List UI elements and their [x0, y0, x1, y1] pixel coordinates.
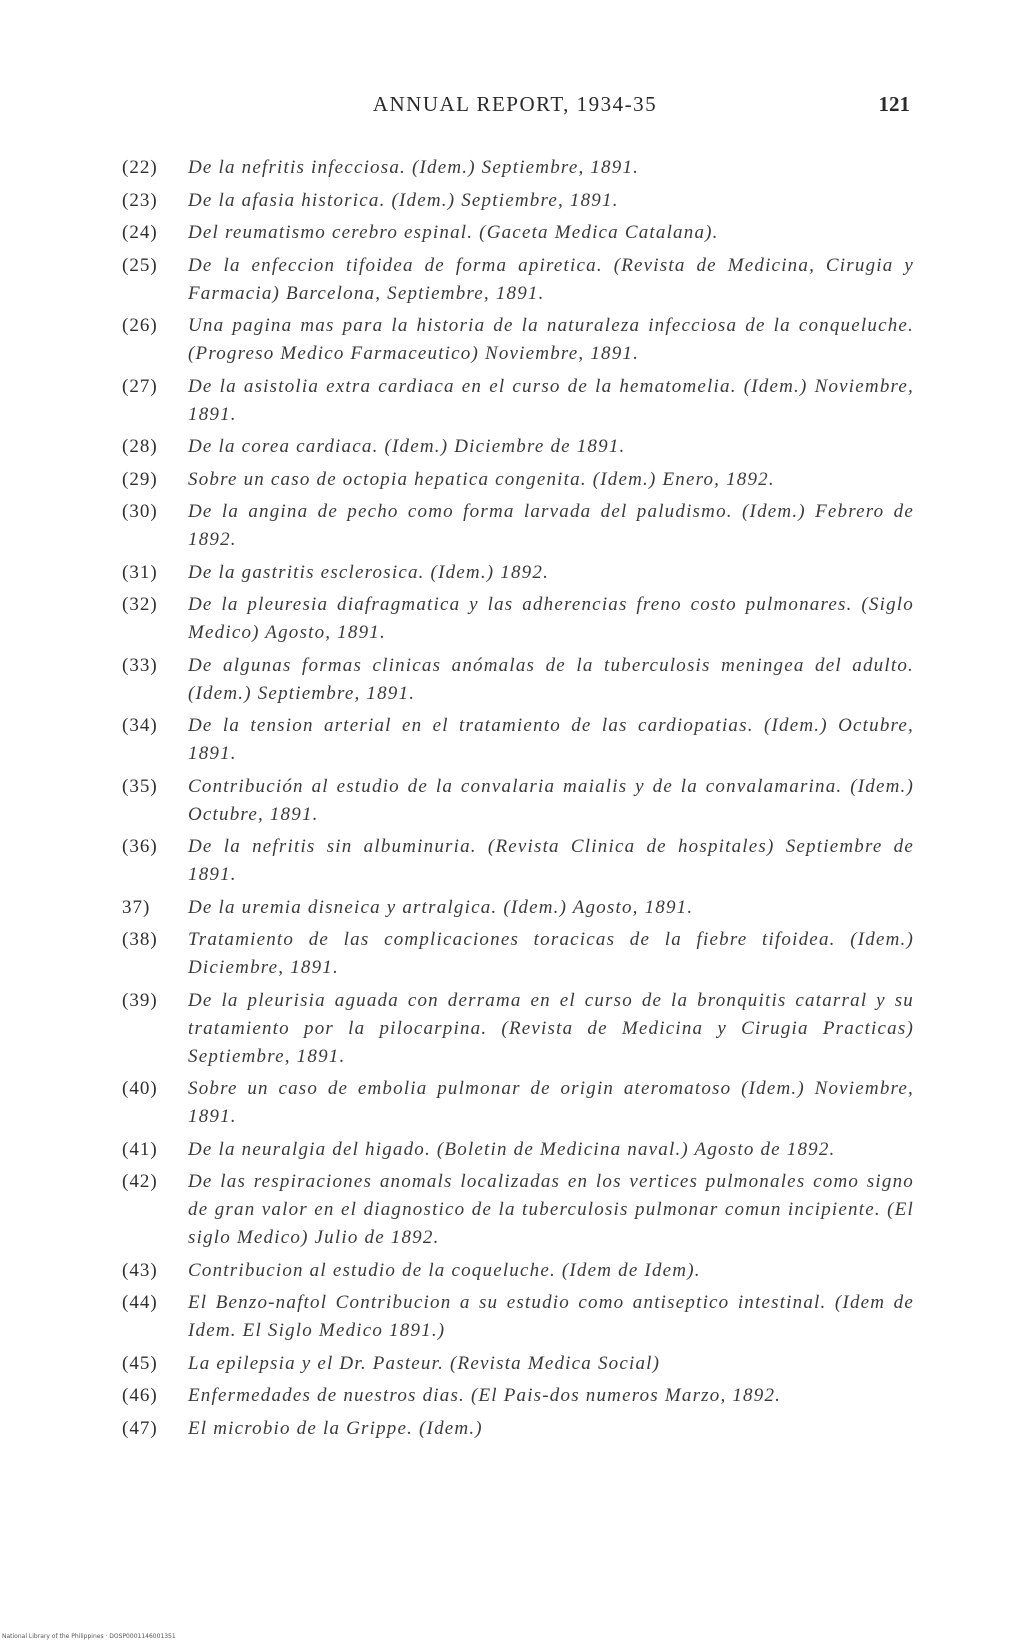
entry-text: De la corea cardiaca. (Idem.) Diciembre de 1891.: [188, 436, 626, 457]
entry-text: De la afasia historica. (Idem.) Septiembre, 1891.: [188, 189, 619, 211]
list-item: [122, 433, 914, 461]
entry-number: (31): [122, 561, 158, 583]
entry-number: (22): [122, 157, 158, 178]
entry-number: (35): [122, 775, 158, 797]
running-title: ANNUAL REPORT, 1934-35: [372, 92, 658, 116]
entry-number: (25): [122, 254, 158, 276]
entry-text: Una pagina mas para la historia de la naturaleza infecciosa de la conqueluche. (Progreso Medico Farmaceutico) Noviembre, 1891.: [188, 315, 914, 364]
list-item: [122, 987, 914, 1071]
list-item: [122, 894, 914, 922]
list-item: [122, 312, 914, 368]
entry-text: Contribución al estudio de la convalaria maialis y de la convalamarina. (Idem.) Octubre, 1891.: [188, 775, 914, 825]
entry-number: (24): [122, 222, 158, 243]
entry-text: De la gastritis esclerosica. (Idem.) 1892.: [188, 561, 550, 583]
list-item: [122, 652, 914, 708]
entry-number: (39): [122, 989, 158, 1011]
running-header: [120, 92, 910, 122]
entry-number: (29): [122, 468, 158, 490]
page-number: 121: [878, 92, 910, 116]
list-item: [122, 559, 914, 587]
list-item: [122, 466, 914, 494]
entry-text: De la nefritis sin albuminuria. (Revista Clinica de hospitales) Septiembre de 1891.: [188, 836, 914, 885]
scan-credit: National Library of the Philippines · DOSP0001146001351: [2, 1633, 176, 1640]
entry-text: El microbio de la Grippe. (Idem.): [188, 1417, 483, 1439]
list-item: [122, 373, 914, 429]
list-item: [122, 219, 914, 247]
entry-number: (45): [122, 1352, 158, 1374]
entry-number: (47): [122, 1417, 158, 1439]
entry-text: De la pleurisia aguada con derrama en el curso de la bronquitis catarral y su tratamiento por la pilocarpina. (Revista de Medicina y Cirugia Practicas) Septiembre, 1891.: [188, 989, 914, 1067]
entry-text: Sobre un caso de octopia hepatica congenita. (Idem.) Enero, 1892.: [188, 468, 775, 490]
entry-text: De la tension arterial en el tratamiento de las cardiopatias. (Idem.) Octubre, 1891.: [188, 715, 914, 764]
entry-number: (23): [122, 189, 158, 211]
entry-text: De la asistolia extra cardiaca en el curso de la hematomelia. (Idem.) Noviembre, 1891.: [188, 375, 914, 425]
list-item: [122, 591, 914, 647]
list-item: [122, 498, 914, 554]
entry-text: De algunas formas clinicas anómalas de la tuberculosis meningea del adulto. (Idem.) Septiembre, 1891.: [188, 654, 914, 704]
list-item: [122, 926, 914, 982]
entry-text: Tratamiento de las complicaciones toracicas de la fiebre tifoidea. (Idem.) Diciembre, 1891.: [188, 929, 914, 978]
list-item: [122, 1382, 914, 1410]
entry-number: (32): [122, 594, 158, 615]
entry-text: De las respiraciones anomals localizadas en los vertices pulmonales como signo de gran valor en el diagnostico de la tuberculosis pulmonar comun incipiente. (El siglo Medico) Julio de 1892.: [188, 1171, 914, 1248]
entry-text: De la uremia disneica y artralgica. (Idem.) Agosto, 1891.: [188, 896, 694, 918]
entry-number: (43): [122, 1259, 158, 1281]
entry-text: Sobre un caso de embolia pulmonar de origin ateromatoso (Idem.) Noviembre, 1891.: [188, 1078, 914, 1127]
list-item: [122, 1257, 914, 1285]
list-item: [122, 1136, 914, 1164]
list-item: [122, 712, 914, 768]
list-item: [122, 1289, 914, 1345]
entry-number: (38): [122, 929, 158, 950]
list-item: [122, 1415, 914, 1443]
entry-number: (33): [122, 654, 158, 676]
entry-text: De la nefritis infecciosa. (Idem.) Septiembre, 1891.: [188, 157, 640, 178]
list-item: [122, 833, 914, 889]
entry-number: (26): [122, 315, 158, 336]
entry-number: (34): [122, 715, 158, 736]
entry-number: (28): [122, 436, 158, 457]
entry-number: (36): [122, 836, 158, 857]
list-item: [122, 187, 914, 215]
entry-number: (46): [122, 1385, 158, 1406]
entry-number: (30): [122, 501, 158, 522]
list-item: [122, 773, 914, 829]
entry-number: (40): [122, 1078, 158, 1099]
list-item: [122, 1350, 914, 1378]
entry-number: (42): [122, 1171, 158, 1192]
entry-text: De la pleuresia diafragmatica y las adherencias freno costo pulmonares. (Siglo Medico) Agosto, 1891.: [188, 594, 914, 643]
entry-text: Contribucion al estudio de la coqueluche. (Idem de Idem).: [188, 1259, 701, 1281]
list-item: [122, 252, 914, 308]
entry-text: Del reumatismo cerebro espinal. (Gaceta Medica Catalana).: [188, 222, 719, 243]
entry-number: (27): [122, 375, 158, 397]
entry-number: (41): [122, 1138, 158, 1160]
entry-number: 37): [122, 896, 151, 918]
bibliography-list: [122, 154, 914, 1447]
entry-text: Enfermedades de nuestros dias. (El Pais-dos numeros Marzo, 1892.: [188, 1385, 782, 1406]
entry-text: De la enfeccion tifoidea de forma apiretica. (Revista de Medicina, Cirugia y Farmacia) Barcelona, Septiembre, 1891.: [188, 254, 914, 304]
entry-text: De la angina de pecho como forma larvada del paludismo. (Idem.) Febrero de 1892.: [188, 501, 914, 550]
list-item: [122, 1075, 914, 1131]
entry-number: (44): [122, 1292, 158, 1313]
entry-text: El Benzo-naftol Contribucion a su estudio como antiseptico intestinal. (Idem de Idem. El Siglo Medico 1891.): [188, 1292, 914, 1341]
entry-text: De la neuralgia del higado. (Boletin de Medicina naval.) Agosto de 1892.: [188, 1138, 836, 1160]
list-item: [122, 154, 914, 182]
entry-text: La epilepsia y el Dr. Pasteur. (Revista Medica Social): [188, 1352, 661, 1374]
list-item: [122, 1168, 914, 1252]
